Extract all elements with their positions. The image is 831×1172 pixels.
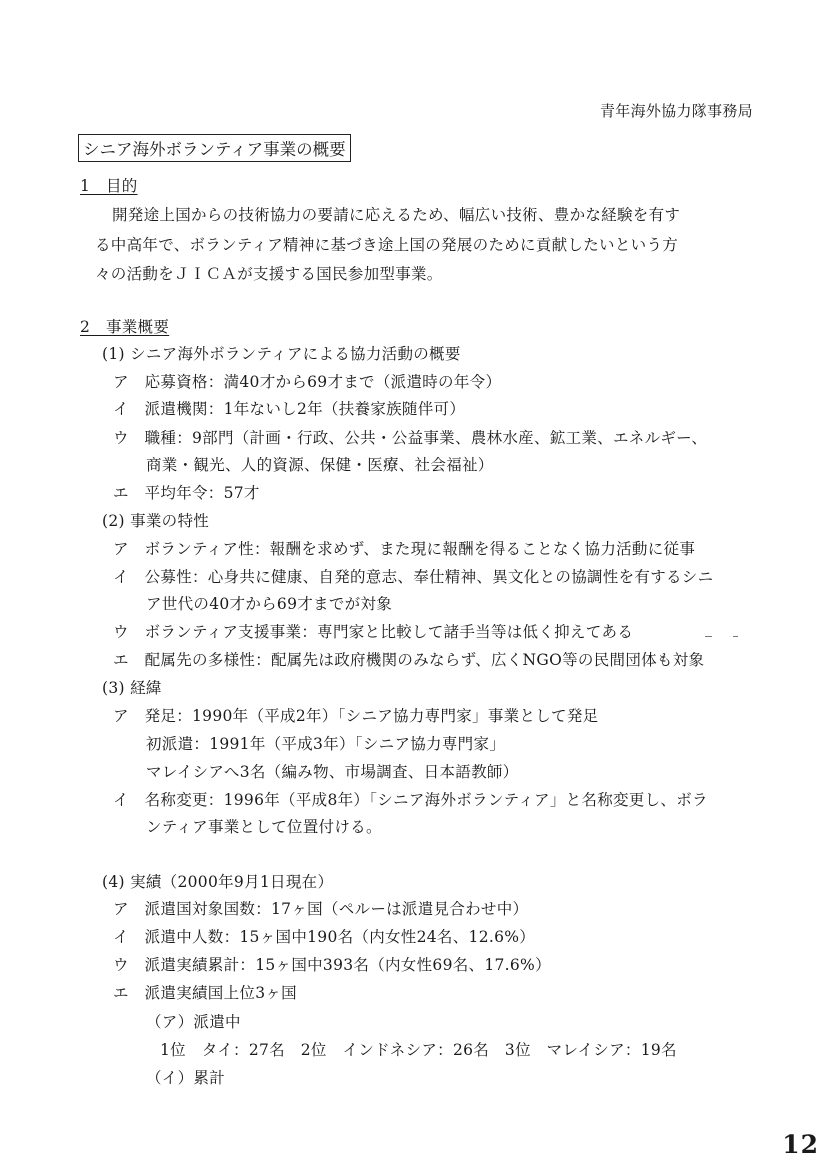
page-number: 12	[782, 1130, 819, 1159]
list-item: エ 派遣実績国上位3ヶ国	[113, 984, 297, 1002]
list-item: イ 派遣中人数：15ヶ国中190名（内女性24名、12.6%）	[113, 928, 536, 946]
list-item: エ 平均年令：57才	[113, 484, 260, 502]
section1-heading: 1 目的	[80, 177, 138, 195]
list-item-continuation: 商業・観光、人的資源、保健・医療、社会福祉）	[146, 456, 494, 474]
list-item: イ 派遣機関：1年ないし2年（扶養家族随伴可）	[113, 400, 466, 418]
subsection-heading: (1) シニア海外ボランティアによる協力活動の概要	[102, 345, 461, 363]
list-subitem: （イ）累計	[146, 1069, 226, 1087]
list-item: ウ ボランティア支援事業：専門家と比較して諸手当等は低く抑えてある	[113, 623, 634, 641]
list-item-continuation: 初派遣：1991年（平成3年）「シニア協力専門家」	[146, 735, 506, 753]
list-item: ア ボランティア性：報酬を求めず、また現に報酬を得ることなく協力活動に従事	[113, 540, 696, 558]
list-item: エ 配属先の多様性：配属先は政府機関のみならず、広くNGO等の民間団体も対象	[113, 651, 705, 669]
paragraph-line: 開発途上国からの技術協力の要請に応えるため、幅広い技術、豊かな経験を有す	[112, 206, 681, 224]
list-item: ア 発足：1990年（平成2年）「シニア協力専門家」事業として発足	[113, 707, 599, 725]
list-item: イ 名称変更：1996年（平成8年）「シニア海外ボランティア」と名称変更し、ボラ	[113, 791, 708, 809]
list-item: イ 公募性：心身共に健康、自発的意志、奉仕精神、異文化との協調性を有するシニ	[113, 568, 714, 586]
subsection-heading: (3) 経緯	[102, 679, 162, 697]
list-item: ウ 派遣実績累計：15ヶ国中393名（内女性69名、17.6%）	[113, 956, 551, 974]
scan-mark	[733, 636, 738, 637]
paragraph-line: る中高年で、ボランティア精神に基づき途上国の発展のために貢献したいという方	[95, 236, 679, 254]
list-item: ア 派遣国対象国数：17ヶ国（ペルーは派遣見合わせ中）	[113, 900, 529, 918]
list-item: ア 応募資格：満40才から69才まで（派遣時の年令）	[113, 373, 502, 391]
scan-mark	[705, 636, 712, 637]
section2-heading: 2 事業概要	[80, 318, 170, 336]
list-item-continuation: ンティア事業として位置付ける。	[146, 818, 382, 836]
list-subitem: （ア）派遣中	[146, 1013, 241, 1031]
list-item: ウ 職種：9部門（計画・行政、公共・公益事業、農林水産、鉱工業、エネルギー、	[113, 429, 708, 447]
ranking-line: 1位 タイ：27名 2位 インドネシア：26名 3位 マレイシア：19名	[160, 1041, 677, 1059]
list-item-continuation: マレイシアへ3名（編み物、市場調査、日本語教師）	[146, 763, 519, 781]
document-title: シニア海外ボランティア事業の概要	[78, 134, 351, 162]
department-label: 青年海外協力隊事務局	[599, 102, 753, 120]
subsection-heading: (2) 事業の特性	[102, 512, 210, 530]
paragraph-line: 々の活動をＪＩＣＡが支援する国民参加型事業。	[95, 265, 443, 283]
list-item-continuation: ア世代の40才から69才までが対象	[146, 595, 393, 613]
subsection-heading: (4) 実績（2000年9月1日現在）	[102, 873, 334, 891]
